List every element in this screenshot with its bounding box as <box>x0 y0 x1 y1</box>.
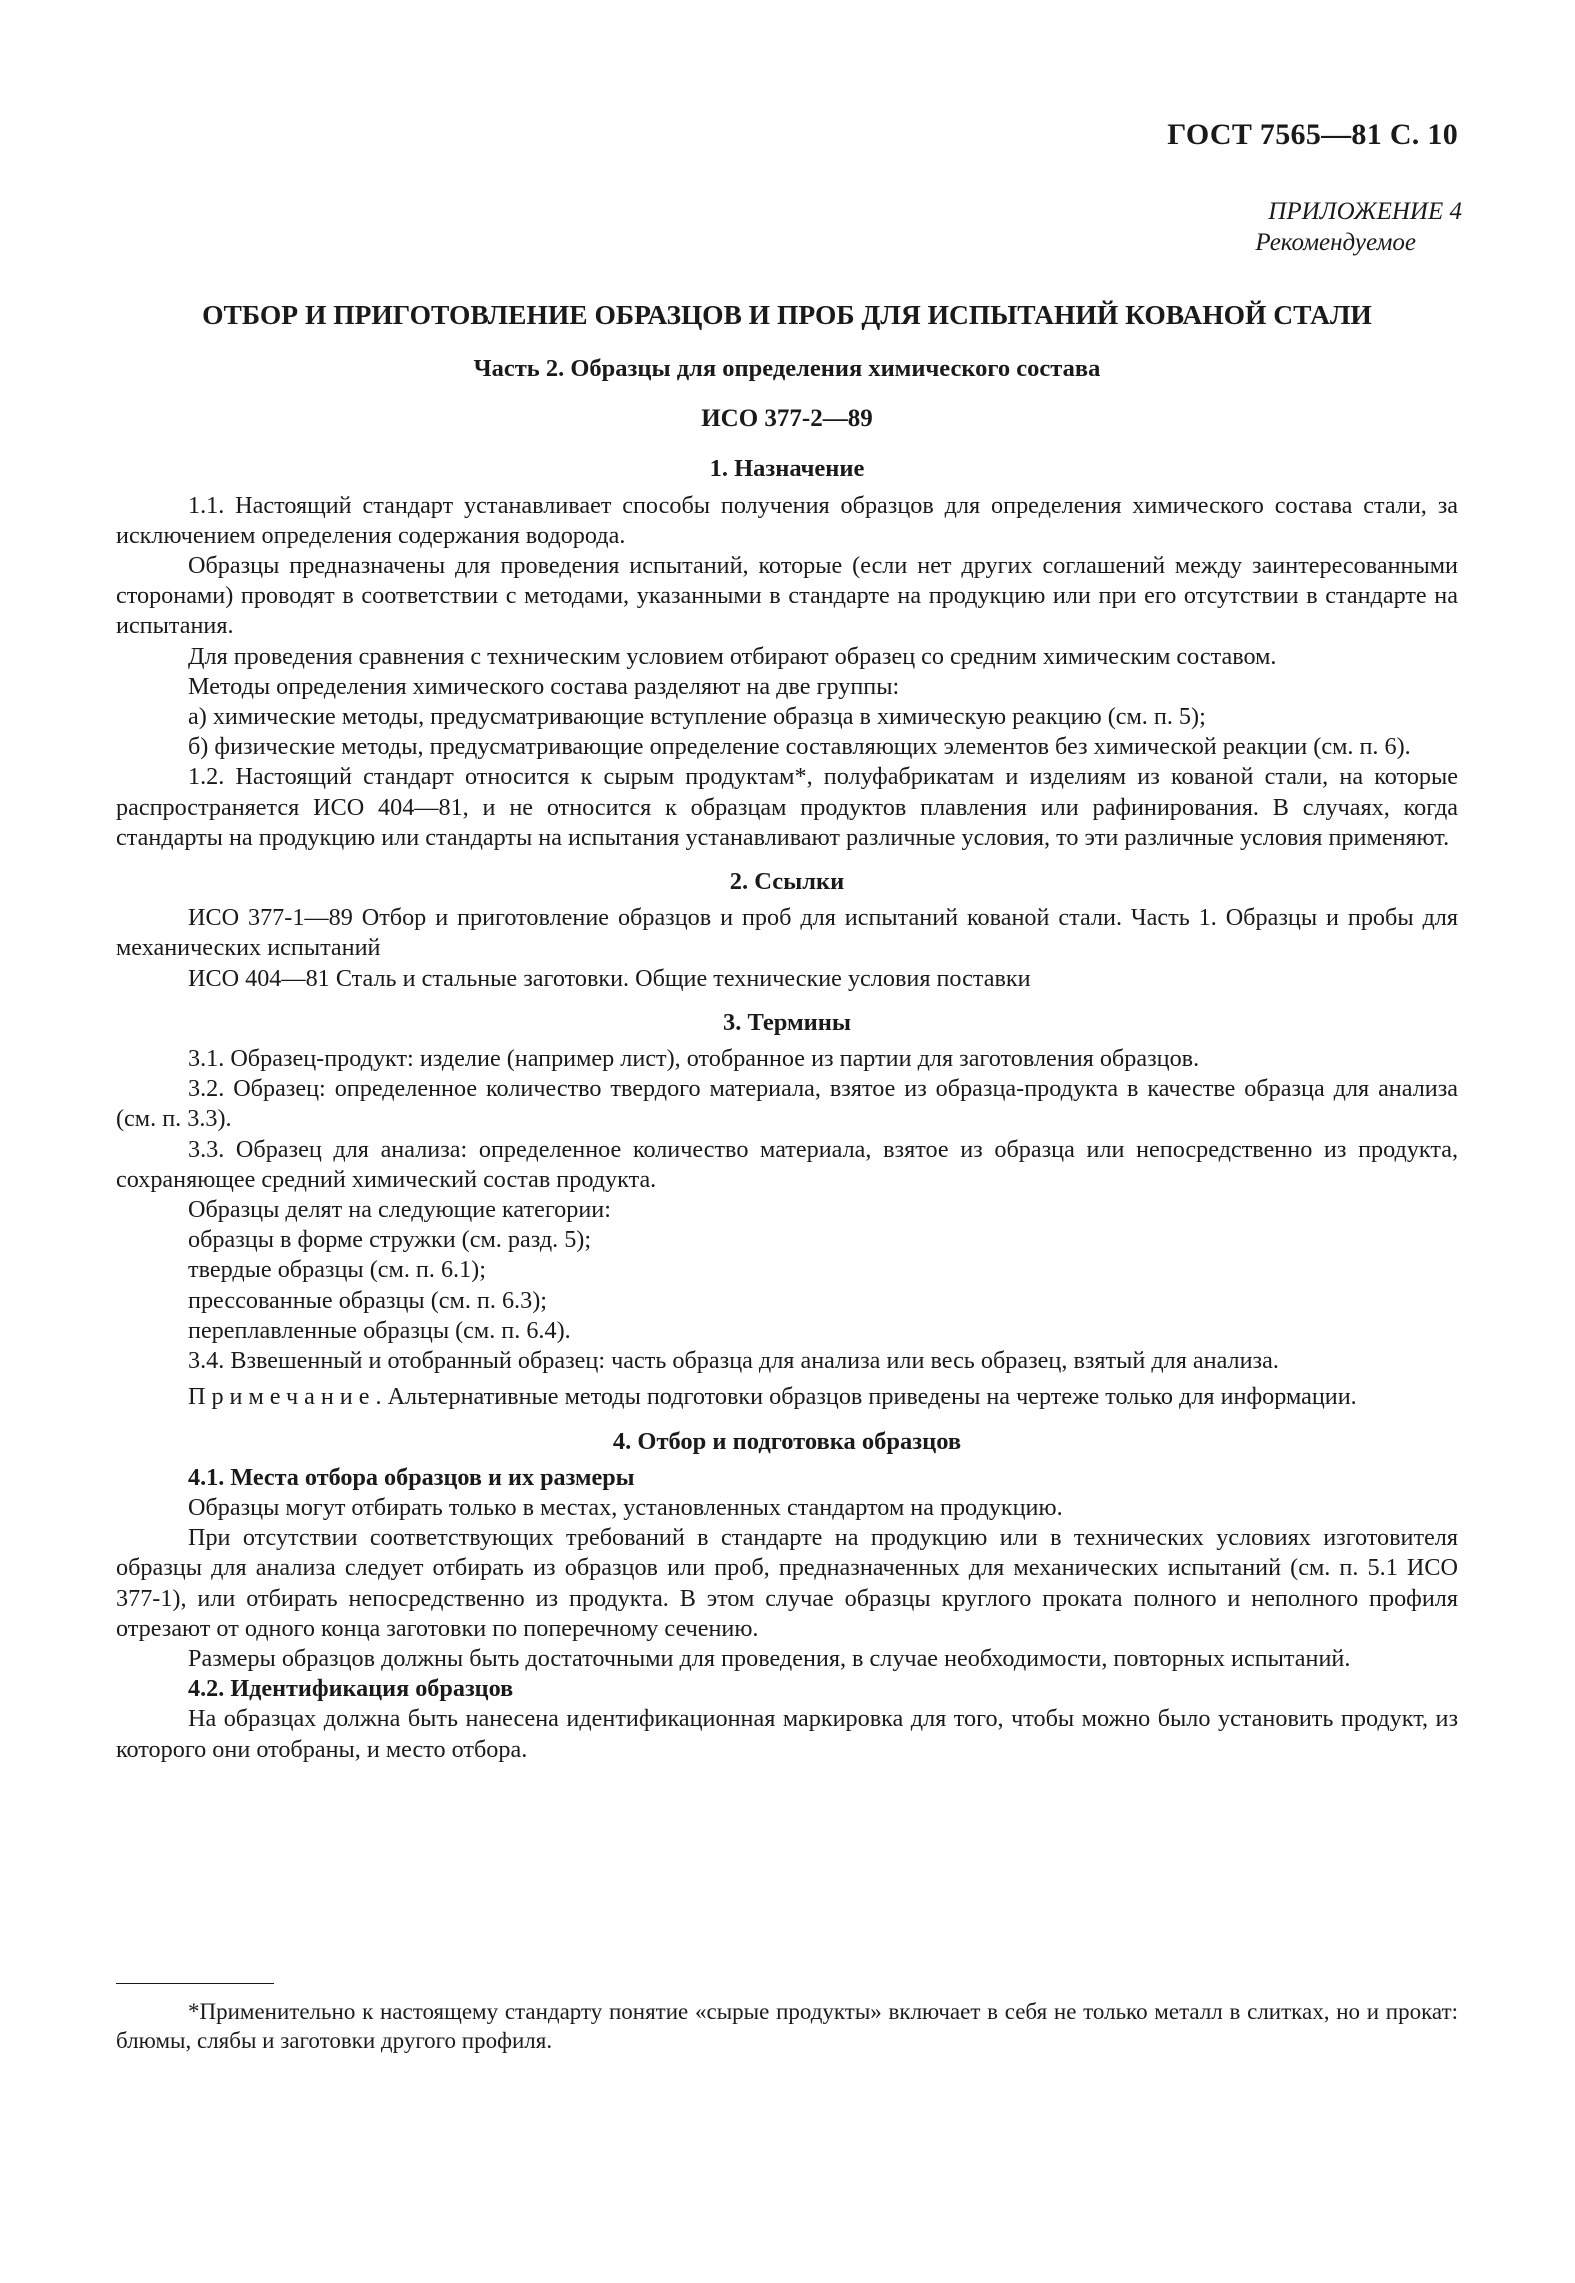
list-item: а) химические методы, предусматривающие вступление образца в химическую реакцию (см. п. 5); <box>188 703 1206 731</box>
paragraph: 3.3. Образец для анализа: определенное количество материала, взятое из образца или непосредственно из продукта, сохраняющее средний химический состав продукта. <box>116 1135 1458 1193</box>
list-item: переплавленные образцы (см. п. 6.4). <box>188 1316 571 1344</box>
subsection-heading: 4.1. Места отбора образцов и их размеры <box>188 1463 635 1491</box>
paragraph: 3.2. Образец: определенное количество твердого материала, взятое из образца-продукта в качестве образца для анализа (см. п. 3.3). <box>116 1075 1458 1133</box>
appendix-label <box>1000 196 1462 258</box>
paragraph: 3.1. Образец-продукт: изделие (например лист), отобранное из партии для заготовления образцов. <box>188 1045 1200 1073</box>
paragraph: Размеры образцов должны быть достаточными для проведения, в случае необходимости, повторных испытаний. <box>188 1644 1351 1672</box>
list-item: б) физические методы, предусматривающие определение составляющих элементов без химической реакции (см. п. 6). <box>188 733 1411 761</box>
paragraph: При отсутствии соответствующих требований в стандарте на продукцию или в технических условиях изготовителя образцы для анализа следует отбирать из образцов или проб, предназначенных для механических испытаний (см. п. 5.1 ИСО 377-1), или отбирать непосредственно из продукта. В этом случае образцы круглого проката полного и неполного профиля отрезают от одного конца заготовки по поперечному сечению. <box>116 1524 1458 1642</box>
iso-reference: ИСО 377-2—89 <box>701 405 873 433</box>
list-item: образцы в форме стружки (см. разд. 5); <box>188 1226 592 1254</box>
section-heading-terms: 3. Термины <box>722 1008 852 1036</box>
paragraph: Образцы могут отбирать только в местах, установленных стандартом на продукцию. <box>188 1493 1063 1521</box>
footnote: *Применительно к настоящему стандарту понятие «сырые продукты» включает в себя не только металл в слитках, но и прокат: блюмы, слябы и заготовки другого профиля. <box>116 1999 1458 2053</box>
note-label: Примечание <box>188 1383 376 1411</box>
footnote-area <box>116 1983 1458 2055</box>
note <box>116 1382 1458 1412</box>
list-item: прессованные образцы (см. п. 6.3); <box>188 1286 547 1314</box>
paragraph: 3.4. Взвешенный и отобранный образец: часть образца для анализа или весь образец, взятый для анализа. <box>188 1347 1279 1375</box>
paragraph: Методы определения химического состава разделяют на две группы: <box>188 672 900 700</box>
paragraph: На образцах должна быть нанесена идентификационная маркировка для того, чтобы можно было установить продукт, из которого они отобраны, и место отбора. <box>116 1705 1458 1763</box>
appendix-number: ПРИЛОЖЕНИЕ 4 <box>1268 198 1462 225</box>
reference-item: ИСО 404—81 Сталь и стальные заготовки. Общие технические условия поставки <box>188 964 1031 992</box>
paragraph: 1.1. Настоящий стандарт устанавливает способы получения образцов для определения химического состава стали, за исключением определения содержания водорода. <box>116 491 1458 549</box>
footnote-divider <box>116 1983 274 1984</box>
paragraph: Образцы предназначены для проведения испытаний, которые (если нет других соглашений между заинтересованными сторонами) проводят в соответствии с методами, указанными в стандарте на продукцию или при его отсутствии в стандарте на испытания. <box>116 552 1458 640</box>
section-heading-purpose: 1. Назначение <box>709 455 865 483</box>
section-heading-references: 2. Ссылки <box>729 868 845 896</box>
reference-item: ИСО 377-1—89 Отбор и приготовление образцов и проб для испытаний кованой стали. Часть 1. Образцы и пробы для механических испытаний <box>116 904 1458 962</box>
paragraph: Образцы делят на следующие категории: <box>188 1196 611 1224</box>
section-heading-sampling: 4. Отбор и подготовка образцов <box>612 1427 962 1455</box>
list-item: твердые образцы (см. п. 6.1); <box>188 1256 486 1284</box>
paragraph: Для проведения сравнения с техническим условием отбирают образец со средним химическим составом. <box>188 642 1277 670</box>
document-body <box>116 298 1458 1765</box>
paragraph: 1.2. Настоящий стандарт относится к сырым продуктам*, полуфабрикатам и изделиям из кованой стали, на которые распространяется ИСО 404—81, и не относится к образцам продуктов плавления или рафинирования. В случаях, когда стандарты на продукцию или стандарты на испытания устанавливают различные условия, то эти различные условия применяют. <box>116 763 1458 851</box>
subsection-heading: 4.2. Идентификация образцов <box>188 1675 514 1703</box>
document-title: ОТБОР И ПРИГОТОВЛЕНИЕ ОБРАЗЦОВ И ПРОБ ДЛЯ ИСПЫТАНИЙ КОВАНОЙ СТАЛИ <box>202 299 1372 330</box>
document-id: ГОСТ 7565—81 С. 10 <box>1167 118 1458 151</box>
document-subtitle: Часть 2. Образцы для определения химического состава <box>473 355 1101 382</box>
note-text: . Альтернативные методы подготовки образцов приведены на чертеже только для информации. <box>375 1383 1357 1411</box>
appendix-status: Рекомендуемое <box>1255 229 1416 256</box>
